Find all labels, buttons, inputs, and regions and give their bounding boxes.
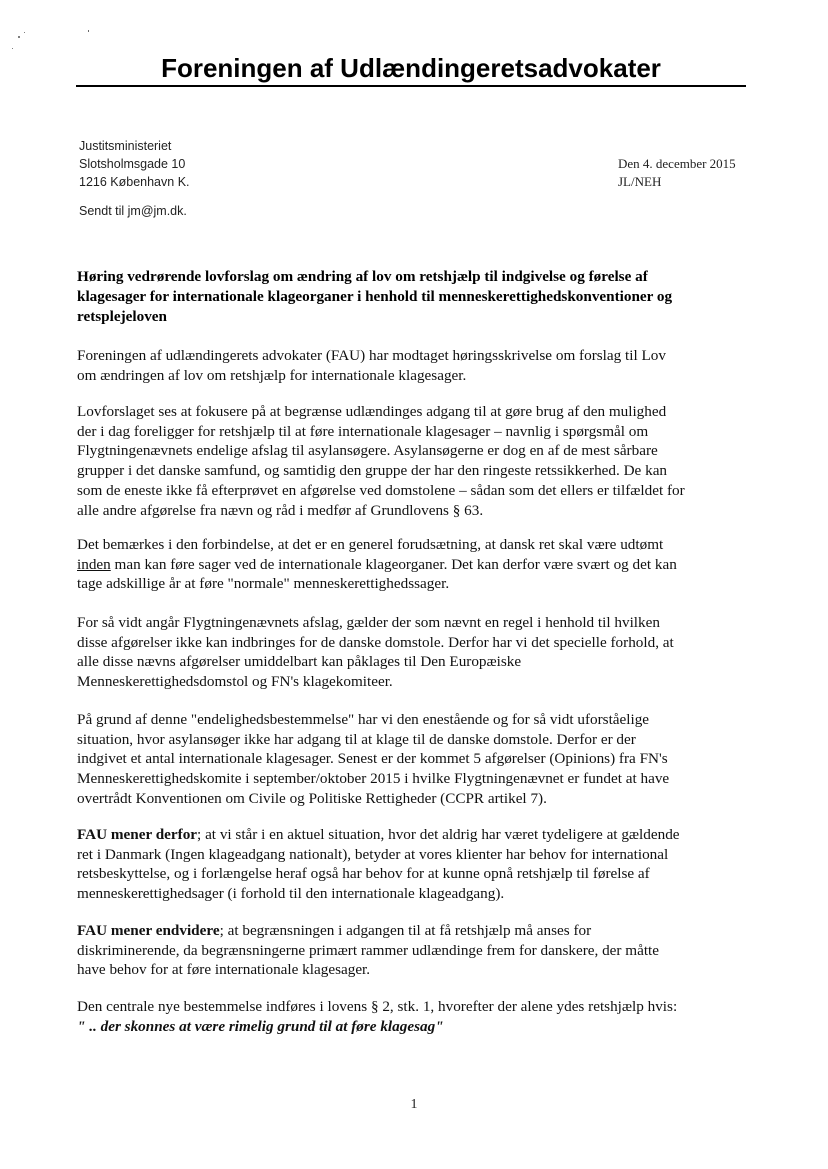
paragraph-5 xyxy=(77,710,669,809)
recipient-line: Justitsministeriet xyxy=(79,139,172,153)
date-reference-block xyxy=(618,155,736,191)
text-line: Menneskerettighedskomite i september/oktober 2015 i hvilke Flygtningenævnet er fundet at have xyxy=(77,770,670,788)
text-line: menneskerettighedsager (i forhold til den internationale klageadgang). xyxy=(77,885,505,903)
text-line: indgivet et antal internationale klagesager. Senest er der kommet 5 afgørelser (Opinions) fra FN's xyxy=(77,750,668,768)
text-line: alle disse nævns afgørelser umiddelbart kan påklages til Den Europæiske xyxy=(77,653,522,671)
text-line: Lovforslaget ses at fokusere på at begrænse udlændinges adgang til at gøre brug af den mulighed xyxy=(77,403,667,420)
text-line: Flygtningenævnets endelige afslag til asylansøgere. Asylansøgerne er dog en af de mest sårbare xyxy=(77,442,658,460)
subject-line: Høring vedrørende lovforslag om ændring af lov om retshjælp til indgivelse og førelse af xyxy=(77,268,648,285)
text-line xyxy=(77,825,680,845)
subject-heading xyxy=(77,267,672,327)
recipient-address xyxy=(79,137,190,191)
scan-speck xyxy=(24,32,25,33)
text-line: På grund af denne "endelighedsbestemmelse" har vi den enestående og for så vidt uforståelige xyxy=(77,711,650,728)
paragraph-8 xyxy=(77,997,677,1036)
text-segment: man kan føre sager ved de internationale klageorganer. Det kan derfor være svært og det kan xyxy=(110,555,677,573)
text-line: disse afgørelser ikke kan indbringes for de danske domstole. Derfor har vi det specielle forhold, at xyxy=(77,633,674,651)
text-line: tage adskillige år at føre "normale" menneskerettighedssager. xyxy=(77,575,450,593)
paragraph-7 xyxy=(77,921,659,980)
recipient-line: 1216 København K. xyxy=(79,175,190,189)
text-segment: ; at vi står i en aktuel situation, hvor det aldrig har været tydeligere at gældende xyxy=(197,826,680,843)
text-line: alle andre afgørelse fra nævn og råd i medfør af Grundlovens § 63. xyxy=(77,501,484,519)
text-line: overtrådt Konventionen om Civile og Politiske Rettigheder (CCPR artikel 7). xyxy=(77,789,547,807)
paragraph-3 xyxy=(77,535,677,594)
underlined-word: inden xyxy=(77,555,111,573)
subject-line: retsplejeloven xyxy=(77,308,167,325)
letter-reference: JL/NEH xyxy=(618,174,662,189)
text-line: For så vidt angår Flygtningenævnets afslag, gælder der som nævnt en regel i henhold til hvilken xyxy=(77,614,660,631)
scan-speck xyxy=(18,36,20,38)
text-line: Menneskerettighedsdomstol og FN's klagekomiteer. xyxy=(77,673,393,691)
paragraph-2 xyxy=(77,402,685,520)
quoted-provision: " .. der skonnes at være rimelig grund til at føre klagesag" xyxy=(77,1017,444,1035)
text-segment: ; at begrænsningen i adgangen til at få retshjælp må anses for xyxy=(219,922,592,939)
paragraph-1 xyxy=(77,346,666,385)
text-line: situation, hvor asylansøger ikke har adgang til at klage til de danske domstole. Derfor er der xyxy=(77,730,636,748)
text-line: Det bemærkes i den forbindelse, at det er en generel forudsætning, at dansk ret skal være udtømt xyxy=(77,536,664,553)
text-line: have behov for at føre internationale klagesager. xyxy=(77,961,371,979)
text-line: diskriminerende, da begrænsningerne primært rammer udlændinge frem for danskere, der måtte xyxy=(77,941,660,959)
text-line: ret i Danmark (Ingen klageadgang nationalt), betyder at vores klienter har behov for international xyxy=(77,845,669,863)
subject-line: klagesager for internationale klageorganer i henhold til menneskerettighedskonventioner og xyxy=(77,288,673,305)
recipient-line: Slotsholmsgade 10 xyxy=(79,157,186,171)
organization-title: Foreningen af Udlændingeretsadvokater xyxy=(161,53,661,83)
scan-speck xyxy=(12,48,13,49)
text-line: retsbeskyttelse, og i forlængelse heraf også har behov for at kunne opnå retshjælp til førelse af xyxy=(77,865,650,883)
bold-lead: FAU mener endvidere xyxy=(77,922,220,939)
text-line: Foreningen af udlændingerets advokater (FAU) har modtaget høringsskrivelse om forslag til Lov xyxy=(77,347,666,364)
text-line: som de eneste ikke få efterprøvet en afgørelse ved domstolene – sådan som det ellers er tilfældet for xyxy=(77,481,685,499)
text-line xyxy=(77,921,659,941)
paragraph-6 xyxy=(77,825,680,904)
letter-date: Den 4. december 2015 xyxy=(618,156,736,171)
paragraph-4 xyxy=(77,613,674,692)
page-number: 1 xyxy=(410,1097,418,1112)
bold-lead: FAU mener derfor xyxy=(77,826,198,843)
sent-to-line: Sendt til jm@jm.dk. xyxy=(79,204,187,218)
title-underline xyxy=(76,85,746,87)
text-line: Den centrale nye bestemmelse indføres i lovens § 2, stk. 1, hvorefter der alene ydes retshjælp hvis: xyxy=(77,998,678,1015)
scan-speck xyxy=(88,30,89,32)
text-line: om ændringen af lov om retshjælp for internationale klagesager. xyxy=(77,366,467,384)
text-line: der i dag foreligger for retshjælp til at føre internationale klagesager – navnlig i spørgsmål om xyxy=(77,422,649,440)
text-line xyxy=(77,555,677,575)
text-line: grupper i det danske samfund, og samtidig den gruppe der har den ringeste retssikkerhed. De kan xyxy=(77,462,668,480)
